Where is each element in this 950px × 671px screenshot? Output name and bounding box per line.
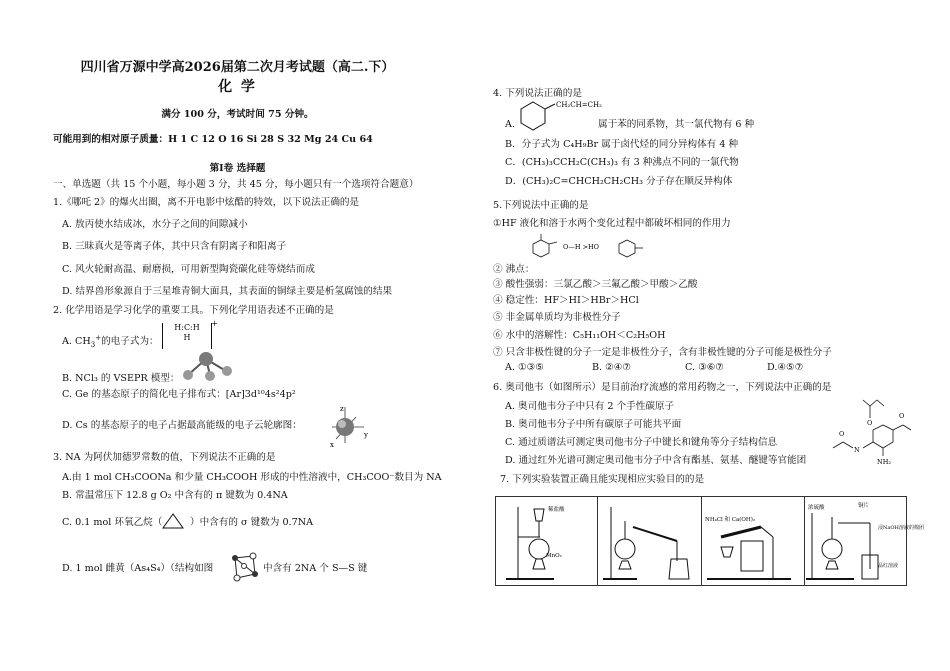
apparatus-d-figure: [804, 497, 924, 585]
apparatus-c-figure: [701, 497, 804, 585]
ch3-lewis-structure: H:C:H H +: [162, 323, 212, 349]
q5-statement-5: ⑤ 非金属单质均为非极性分子: [493, 312, 621, 323]
svg-text:O: O: [899, 412, 905, 420]
svg-text:CH₂CH=CH₂: CH₂CH=CH₂: [556, 101, 602, 109]
q1-option-c: C. 风火轮耐高温、耐磨损，可用新型陶瓷碳化硅等烧结而成: [62, 264, 315, 275]
section-instruction: 一、单选题（共 15 个小题，每小题 3 分，共 45 分，每小题只有一个选项符合题意）: [53, 179, 419, 190]
q5-statement-3: ③ 酸性强弱：三氯乙酸＞三氟乙酸＞甲酸＞乙酸: [493, 279, 698, 290]
q1-option-d: D. 结界兽形象源自于三星堆青铜大面具，其表面的铜绿主要是析氢腐蚀的结果: [62, 286, 393, 297]
q5-statement-6: ⑥ 水中的溶解性：C₅H₁₁OH＜C₂H₅OH: [493, 330, 666, 341]
q6-option-d: D. 通过红外光谱可测定奥司他韦分子中含有酯基、氨基、醚键等官能团: [505, 455, 807, 466]
q3-option-d-part2: 中含有 2NA 个 S—S 键: [263, 563, 368, 574]
q2-option-c: C. Ge 的基态原子的简化电子排布式：[Ar]3d¹⁰4s²4p²: [62, 389, 296, 400]
q6-stem: 6. 奥司他韦（如图所示）是目前治疗流感的常用药物之一，下列说法中正确的是: [493, 382, 832, 393]
q7-stem: 7. 下列实验装置正确且能实现相应实验目的的是: [500, 474, 705, 485]
svg-text:N: N: [854, 446, 860, 454]
q2-option-a: A. $CH_3^+$的电子式为：: [62, 333, 159, 349]
q4-option-b: B．分子式为 C₄H₉Br 属于卤代烃的同分异构体有 4 种: [505, 139, 739, 150]
svg-text:MnO₂: MnO₂: [546, 553, 562, 559]
oseltamivir-structure: [823, 396, 915, 468]
svg-text:z: z: [340, 405, 344, 413]
atomic-mass-line: 可能用到的相对原子质量：H 1 C 12 O 16 Si 28 S 32 Mg 24 Cu 64: [53, 134, 373, 145]
q3-stem: 3. NA 为阿伏加德罗常数的值，下列说法不正确的是: [53, 452, 276, 463]
q1-stem: 1.《哪吒 2》的爆火出圈，离不开电影中炫酷的特效，以下说法正确的是: [53, 197, 360, 208]
svg-text:浸NaOH溶液的棉团: 浸NaOH溶液的棉团: [878, 525, 924, 531]
q3-option-c-part1: C. 0.1 mol 环氧乙烷（: [62, 517, 163, 528]
vsepr-model-figure: [176, 349, 236, 383]
q6-option-c: C. 通过质谱法可测定奥司他韦分子中键长和键角等分子结构信息: [505, 437, 778, 448]
q6-option-b: B. 奥司他韦分子中所有碳原子可能共平面: [505, 419, 682, 430]
hydroxybenzaldehyde-comparison-figure: [531, 232, 661, 262]
q1-option-a: A. 敖丙使水结成冰，水分子之间的间隙减小: [62, 219, 248, 230]
svg-text:NH₂: NH₂: [877, 458, 891, 466]
apparatus-b-figure: [597, 497, 701, 585]
apparatus-a-figure: [496, 497, 597, 585]
svg-text:O: O: [839, 430, 845, 438]
q5-option-b: B. ②④⑦: [592, 362, 631, 373]
q5-statement-7: ⑦ 只含非极性键的分子一定是非极性分子，含有非极性键的分子可能是极性分子: [493, 347, 832, 358]
q2-stem: 2. 化学用语是学习化学的重要工具。下列化学用语表述不正确的是: [53, 305, 334, 316]
ethylene-oxide-figure: [160, 511, 186, 531]
q6-option-a: A. 奥司他韦分子中只有 2 个手性碳原子: [505, 401, 675, 412]
svg-text:浓硫酸: 浓硫酸: [808, 505, 825, 511]
q4-option-d: D．(CH₃)₂C=CHCH₂CH₂CH₃ 分子存在顺反异构体: [505, 176, 733, 187]
electron-cloud-figure: [328, 403, 370, 449]
q4-option-a-label: A.: [505, 119, 515, 130]
q3-option-d-part1: D. 1 mol 雌黄（As₄S₄）（结构如图: [62, 563, 214, 574]
q5-stem: 5.下列说法中正确的是: [493, 200, 589, 211]
q3-option-a: A.由 1 mol CH₃COONa 和少量 CH₃COOH 形成的中性溶液中，CH₃COO⁻数目为 NA: [62, 472, 442, 483]
q5-statement-4: ④ 稳定性：HF＞HI＞HBr＞HCl: [493, 295, 639, 306]
svg-text:O—H >HO: O—H >HO: [563, 243, 600, 251]
score-line: 满分 100 分，考试时间 75 分钟。: [161, 109, 314, 120]
svg-text:x: x: [330, 441, 334, 449]
q4-option-c: C．(CH₃)₃CCH₂C(CH₃)₃ 有 3 种沸点不同的一氯代物: [505, 157, 739, 168]
q3-option-c-part2: ）中含有的 σ 键数为 0.7NA: [190, 517, 314, 528]
q4-stem: 4. 下列说法正确的是: [493, 88, 582, 99]
q7-apparatus-panel: [495, 496, 924, 586]
q5-statement-2: ② 沸点：: [493, 264, 535, 275]
svg-text:y: y: [364, 431, 368, 439]
q2-option-d: D. Cs 的基态原子的电子占据最高能级的电子云轮廓图：: [62, 420, 302, 431]
q1-option-b: B. 三昧真火是等离子体，其中只含有阴离子和阳离子: [62, 241, 287, 252]
q5-option-d: D.④⑤⑦: [767, 362, 804, 373]
svg-text:稀盐酸: 稀盐酸: [548, 507, 565, 513]
svg-text:NH₄Cl 和 Ca(OH)₂: NH₄Cl 和 Ca(OH)₂: [705, 517, 756, 523]
svg-text:O: O: [867, 419, 873, 427]
allylbenzene-structure: [517, 98, 602, 132]
q5-statement-1: ①HF 液化和溶于水两个变化过程中都破坏相同的作用力: [493, 218, 731, 229]
q5-option-c: C. ③⑥⑦: [685, 362, 724, 373]
svg-text:铜片: 铜片: [858, 503, 870, 509]
q3-option-b: B. 常温常压下 12.8 g O₂ 中含有的 π 键数为 0.4NA: [62, 490, 288, 501]
subject-title: 化 学: [218, 79, 257, 95]
q5-option-a: A. ①③⑤: [505, 362, 544, 373]
as4s4-structure-figure: [227, 550, 261, 584]
section-title: 第Ⅰ卷 选择题: [209, 163, 266, 174]
exam-title: 四川省万源中学高2026届第二次月考试题（高二.下）: [80, 60, 395, 75]
svg-text:品红溶液: 品红溶液: [878, 563, 899, 569]
q2-option-b: B. NCl₃ 的 VSEPR 模型：: [62, 373, 180, 384]
q4-option-a: 属于苯的同系物，其一氯代物有 6 种: [598, 119, 755, 130]
